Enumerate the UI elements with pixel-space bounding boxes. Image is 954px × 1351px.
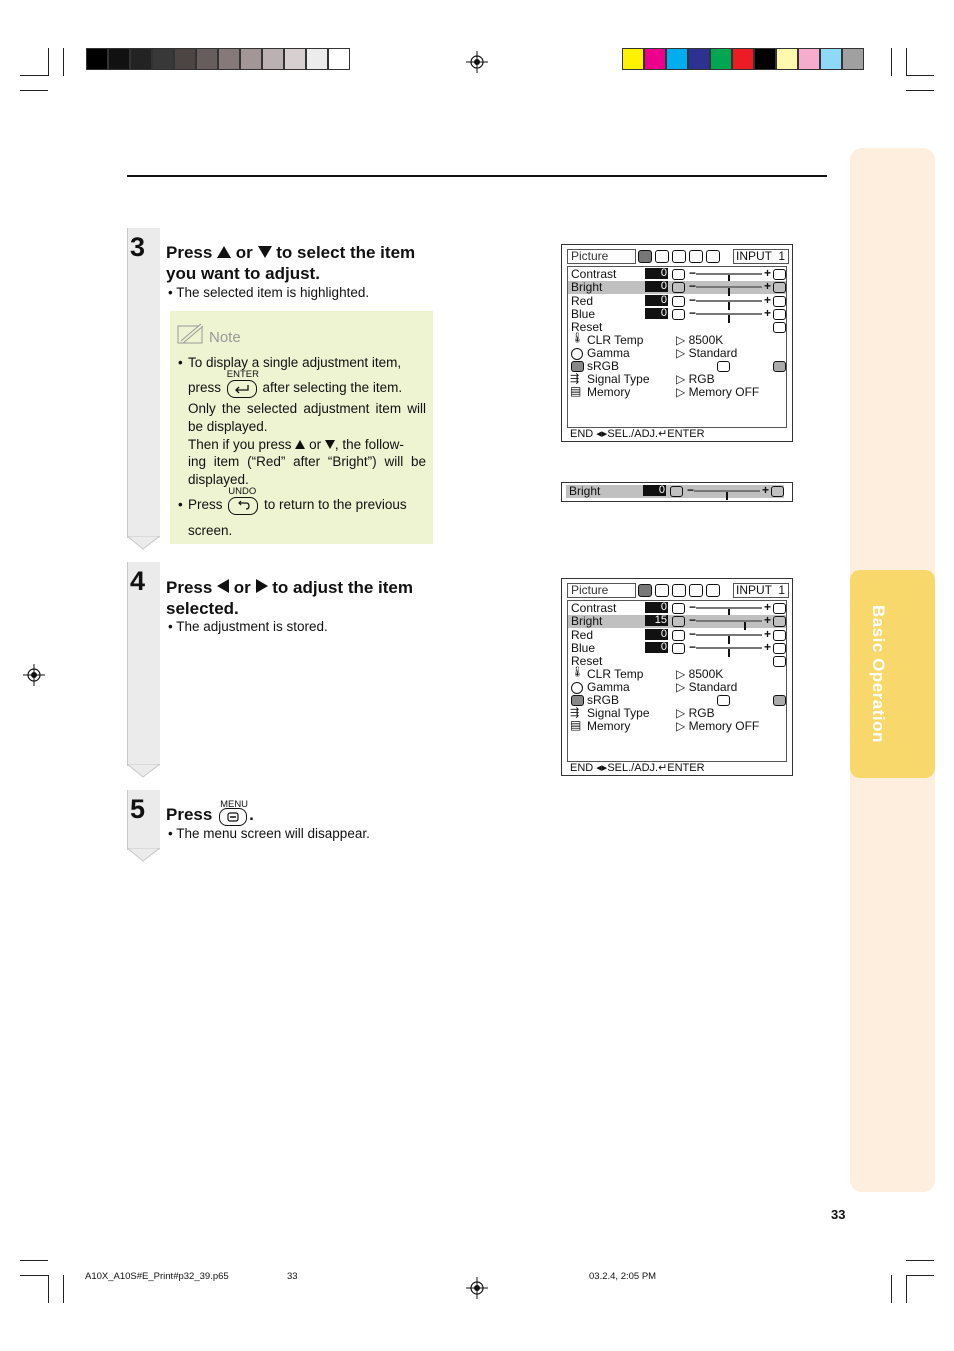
step-5-heading: Press MENU . — [166, 799, 254, 824]
plus-icon: + — [764, 600, 772, 614]
toggle-icon — [773, 361, 786, 372]
step-3-tab — [127, 228, 160, 538]
minus-icon: − — [687, 483, 695, 497]
osd-signal-label: Signal Type — [587, 372, 650, 386]
color-swatch — [776, 48, 798, 70]
adjust-slider-track — [696, 620, 762, 622]
adjust-icon — [773, 269, 786, 280]
color-swatch — [644, 48, 666, 70]
osd-memory-label: Memory — [587, 385, 631, 399]
osd-footer: END ◂▸SEL./ADJ.↵ENTER — [570, 428, 705, 440]
osd-row-label: Red — [571, 293, 594, 308]
color-swatch — [820, 48, 842, 70]
osd-row-value: 0 — [645, 629, 668, 640]
gray-swatch — [130, 48, 152, 70]
side-tab-active[interactable] — [850, 570, 935, 778]
osd-tab-icon — [638, 250, 652, 263]
osd-row-label: Blue — [571, 306, 596, 321]
gray-swatch — [174, 48, 196, 70]
menu-button-icon: MENU — [219, 808, 247, 826]
note-item-1: • To display a single adjustment item, — [178, 355, 402, 370]
osd-row — [568, 602, 786, 615]
toggle-icon — [717, 695, 730, 706]
osd-tab-icon — [706, 250, 720, 263]
crop-mark — [891, 48, 892, 76]
crop-mark — [906, 1275, 907, 1303]
step-5-bullet: • The menu screen will disappear. — [168, 826, 370, 841]
side-tab-label: Basic Operation — [869, 605, 888, 743]
osd-signal-value: ▷ RGB — [676, 372, 715, 386]
signal-icon: ⇶ — [570, 707, 580, 719]
up-arrow-icon — [217, 246, 231, 258]
signal-icon: ⇶ — [570, 373, 580, 385]
footer-filename: A10X_A10S#E_Print#p32_39.p65 — [85, 1271, 229, 1282]
osd-clr-temp-label: CLR Temp — [587, 667, 644, 681]
minus-icon: − — [689, 613, 697, 628]
osd-tab-icon — [672, 250, 686, 263]
adjust-slider-track — [696, 286, 762, 288]
reset-icon — [773, 322, 786, 333]
osd-signal-value: ▷ RGB — [676, 706, 715, 720]
minus-icon: − — [689, 639, 697, 654]
adjust-slider-track — [696, 607, 762, 609]
toggle-icon — [773, 695, 786, 706]
registration-mark-icon — [466, 51, 488, 73]
crop-mark — [63, 1275, 64, 1303]
osd-row — [568, 268, 786, 281]
osd-clr-temp-label: CLR Temp — [587, 333, 644, 347]
minus-icon: − — [689, 305, 697, 320]
color-swatch — [798, 48, 820, 70]
osd-row — [568, 615, 786, 628]
adjust-icon — [773, 296, 786, 307]
plus-icon: + — [764, 639, 772, 654]
osd-menu-body — [567, 600, 787, 762]
adjust-icon — [672, 282, 685, 293]
crop-mark — [906, 1260, 934, 1261]
adjust-slider-knob — [728, 649, 730, 657]
adjust-icon — [773, 630, 786, 641]
adjust-icon — [672, 643, 685, 654]
osd-tab-icon — [689, 584, 703, 597]
osd-clr-temp-value: ▷ 8500K — [676, 333, 724, 347]
crop-mark — [20, 1275, 48, 1276]
color-swatch — [732, 48, 754, 70]
osd-srgb-label: sRGB — [587, 359, 620, 373]
osd-tab-icon — [655, 250, 669, 263]
osd-input-number: 1 — [778, 249, 785, 263]
osd-row-label: Contrast — [571, 267, 617, 281]
adjust-slider-track — [696, 634, 762, 636]
gray-swatch — [218, 48, 240, 70]
adjust-icon — [672, 309, 685, 320]
undo-button-icon: UNDO — [228, 497, 258, 515]
adjust-slider-track — [696, 300, 762, 302]
gamma-icon — [571, 348, 583, 360]
color-swatch — [754, 48, 776, 70]
adjust-slider-track — [696, 647, 762, 649]
gray-swatch — [152, 48, 174, 70]
footer-date: 03.2.4, 2:05 PM — [589, 1271, 657, 1282]
osd-row-value: 0 — [645, 308, 668, 319]
step-number: 4 — [130, 566, 146, 596]
gray-swatch — [284, 48, 306, 70]
registration-mark-icon — [23, 664, 45, 686]
toggle-icon — [717, 361, 730, 372]
osd-footer: END ◂▸SEL./ADJ.↵ENTER — [570, 762, 705, 774]
osd-row-label: Blue — [571, 640, 596, 655]
up-arrow-icon — [295, 440, 305, 449]
osd-input-number: 1 — [778, 583, 785, 597]
gray-swatch — [306, 48, 328, 70]
note-item-1-e: ing item (“Red” after “Bright”) will be displayed. — [188, 454, 426, 487]
right-arrow-icon — [256, 579, 268, 593]
osd-row-value: 0 — [643, 485, 666, 496]
crop-mark — [891, 1275, 892, 1303]
osd-signal-label: Signal Type — [587, 706, 650, 720]
srgb-icon — [571, 695, 584, 706]
adjust-slider-track — [694, 490, 760, 492]
minus-icon: − — [689, 292, 697, 307]
crop-mark — [20, 90, 48, 91]
osd-tab-icon — [638, 584, 652, 597]
adjust-slider-track — [696, 273, 762, 275]
osd-reset-label: Reset — [571, 654, 603, 668]
osd-tab-icon — [689, 250, 703, 263]
osd-row-value: 0 — [645, 295, 668, 306]
color-swatch — [842, 48, 864, 70]
adjust-icon — [773, 282, 786, 293]
step-tab-tip — [127, 764, 160, 778]
note-title: Note — [209, 329, 241, 346]
plus-icon: + — [764, 266, 772, 280]
plus-icon: + — [764, 613, 772, 628]
osd-gamma-value: ▷ Standard — [676, 680, 738, 694]
pencil-note-icon — [176, 322, 208, 346]
step-tab-tip — [127, 848, 160, 862]
osd-tab-picture: Picture — [567, 583, 636, 598]
osd-reset-label: Reset — [571, 320, 603, 334]
osd-row-value: 0 — [645, 602, 668, 613]
gray-swatch — [240, 48, 262, 70]
adjust-icon — [672, 630, 685, 641]
osd-row-label: Contrast — [571, 601, 617, 615]
osd-window — [561, 578, 793, 776]
osd-row-label: Bright — [571, 280, 603, 295]
gray-swatch — [328, 48, 350, 70]
osd-row — [568, 305, 786, 321]
osd-gamma-label: Gamma — [587, 346, 630, 360]
osd-input-indicator — [733, 583, 789, 598]
adjust-icon — [672, 616, 685, 627]
note-item-1-d: Then if you press or , the follow- — [188, 437, 404, 452]
step-tab-tip — [127, 536, 160, 550]
minus-icon: − — [689, 279, 697, 294]
thermometer-icon: 🌡 — [571, 667, 584, 678]
osd-memory-value: ▷ Memory OFF — [676, 385, 760, 399]
osd-row-label: Red — [571, 627, 594, 642]
minus-icon: − — [689, 626, 697, 641]
adjust-icon — [672, 603, 685, 614]
step-3-heading: Press or to select the item you want to adjust. — [166, 243, 416, 283]
note-item-2: • Press UNDO to return to the previous — [188, 496, 426, 515]
adjust-icon — [773, 616, 786, 627]
crop-mark — [906, 1275, 934, 1276]
osd-single-body — [566, 485, 786, 499]
adjust-slider-knob — [728, 315, 730, 323]
osd-row-value: 0 — [645, 281, 668, 292]
footer-page: 33 — [287, 1271, 298, 1282]
plus-icon: + — [764, 305, 772, 320]
osd-single-window — [561, 482, 793, 502]
minus-icon: − — [689, 266, 697, 280]
osd-clr-temp-value: ▷ 8500K — [676, 667, 724, 681]
adjust-icon — [773, 603, 786, 614]
down-arrow-icon — [258, 246, 272, 258]
left-arrow-icon — [217, 579, 229, 593]
memory-icon: ▤ — [570, 384, 582, 398]
osd-memory-value: ▷ Memory OFF — [676, 719, 760, 733]
note-item-2-c: screen. — [188, 523, 233, 538]
thermometer-icon: 🌡 — [571, 333, 584, 344]
crop-mark — [48, 48, 49, 76]
osd-tab-icon — [706, 584, 720, 597]
osd-srgb-label: sRGB — [587, 693, 620, 707]
crop-mark — [906, 90, 934, 91]
osd-row — [568, 292, 786, 308]
registration-mark-icon — [466, 1277, 488, 1299]
adjust-icon — [670, 486, 683, 497]
plus-icon: + — [764, 279, 772, 294]
step-4-heading: Press or to adjust the item selected. — [166, 578, 413, 618]
step-3-bullet: • The selected item is highlighted. — [168, 285, 370, 300]
osd-row-label: Bright — [569, 484, 601, 498]
reset-icon — [773, 656, 786, 667]
adjust-icon — [672, 296, 685, 307]
enter-button-icon: ENTER — [227, 380, 257, 398]
step-4-bullet: • The adjustment is stored. — [168, 619, 328, 634]
osd-row-value: 0 — [645, 642, 668, 653]
adjust-slider-knob — [726, 492, 728, 500]
memory-icon: ▤ — [570, 718, 582, 732]
adjust-icon — [773, 309, 786, 320]
crop-mark — [20, 75, 48, 76]
adjust-slider-track — [696, 313, 762, 315]
crop-mark — [906, 75, 934, 76]
crop-mark — [48, 1275, 49, 1303]
color-swatch — [688, 48, 710, 70]
gray-swatch — [86, 48, 108, 70]
osd-tab-picture: Picture — [567, 249, 636, 264]
osd-gamma-label: Gamma — [587, 680, 630, 694]
gamma-icon — [571, 682, 583, 694]
note-item-1-press: press ENTER after selecting the item. — [188, 379, 426, 398]
minus-icon: − — [689, 600, 697, 614]
step-number: 5 — [130, 794, 146, 824]
plus-icon: + — [764, 292, 772, 307]
osd-row — [566, 485, 784, 498]
gray-swatch — [262, 48, 284, 70]
osd-memory-label: Memory — [587, 719, 631, 733]
osd-row — [568, 281, 786, 294]
osd-tab-icon — [672, 584, 686, 597]
color-swatch — [666, 48, 688, 70]
gray-swatch — [108, 48, 130, 70]
adjust-icon — [773, 643, 786, 654]
osd-row — [568, 639, 786, 655]
plus-icon: + — [762, 483, 770, 497]
adjust-icon — [771, 486, 784, 497]
osd-input-label: INPUT — [736, 249, 772, 263]
osd-gamma-value: ▷ Standard — [676, 346, 738, 360]
plus-icon: + — [764, 626, 772, 641]
down-arrow-icon — [325, 440, 335, 449]
osd-input-label: INPUT — [736, 583, 772, 597]
step-number: 3 — [130, 232, 146, 262]
osd-row-value: 0 — [645, 268, 668, 279]
page-number: 33 — [831, 1207, 846, 1222]
osd-window — [561, 244, 793, 442]
osd-menu-body — [567, 266, 787, 428]
osd-input-indicator — [733, 249, 789, 264]
crop-mark — [906, 48, 907, 76]
osd-tab-icon — [655, 584, 669, 597]
osd-row-value: 15 — [645, 615, 668, 626]
color-swatch — [622, 48, 644, 70]
adjust-icon — [672, 269, 685, 280]
color-swatch — [710, 48, 732, 70]
osd-row-label: Bright — [571, 614, 603, 629]
note-item-1-c: Only the selected adjustment item will be displayed. — [188, 401, 426, 434]
srgb-icon — [571, 361, 584, 372]
osd-row — [568, 626, 786, 642]
header-rule — [127, 175, 827, 177]
crop-mark — [20, 1260, 48, 1261]
crop-mark — [63, 48, 64, 76]
gray-swatch — [196, 48, 218, 70]
